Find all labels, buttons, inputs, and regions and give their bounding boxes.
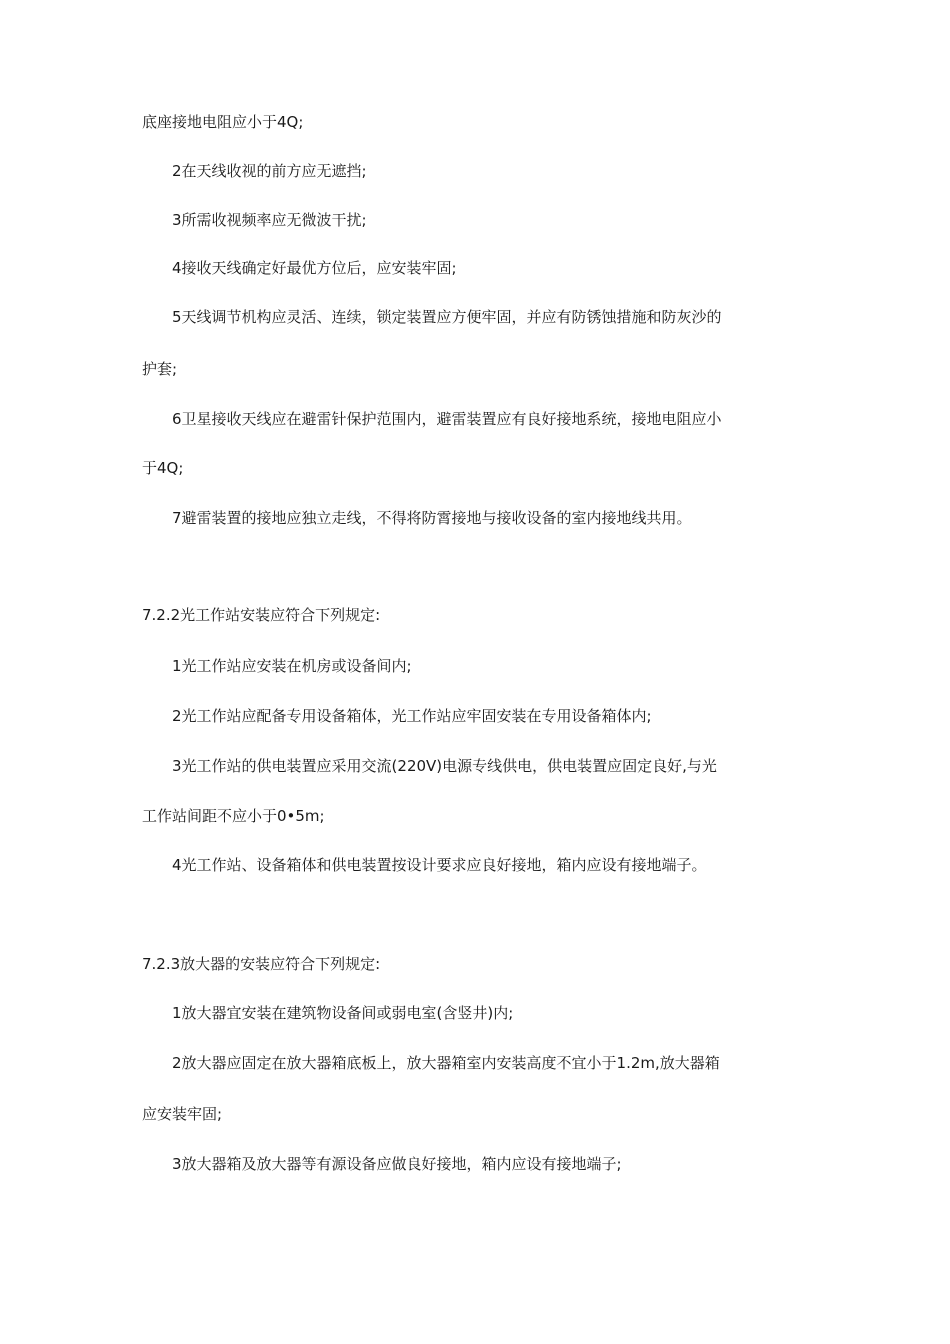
section-heading: 7.2.3放大器的安装应符合下列规定: <box>142 955 381 973</box>
list-item: 1光工作站应安装在机房或设备间内; <box>172 657 412 675</box>
list-item: 2在天线收视的前方应无遮挡; <box>172 162 367 180</box>
list-item: 2放大器应固定在放大器箱底板上，放大器箱室内安装高度不宜小于1.2m,放大器箱 <box>172 1054 720 1072</box>
list-item: 3所需收视频率应无微波干扰; <box>172 211 367 229</box>
list-item: 4光工作站、设备箱体和供电装置按设计要求应良好接地，箱内应设有接地端子。 <box>172 856 707 874</box>
text-line: 底座接地电阻应小于4Q; <box>142 113 304 131</box>
list-item: 3放大器箱及放大器等有源设备应做良好接地，箱内应设有接地端子; <box>172 1155 622 1173</box>
text-line: 于4Q; <box>142 459 184 477</box>
list-item: 6卫星接收天线应在避雷针保护范围内，避雷装置应有良好接地系统，接地电阻应小 <box>172 410 722 428</box>
list-item: 4接收天线确定好最优方位后，应安装牢固; <box>172 259 457 277</box>
list-item: 5天线调节机构应灵活、连续，锁定装置应方便牢固，并应有防锈蚀措施和防灰沙的 <box>172 308 722 326</box>
text-line: 护套; <box>142 360 178 378</box>
list-item: 3光工作站的供电装置应采用交流(220V)电源专线供电，供电装置应固定良好,与光 <box>172 757 717 775</box>
list-item: 2光工作站应配备专用设备箱体，光工作站应牢固安装在专用设备箱体内; <box>172 707 652 725</box>
list-item: 1放大器宜安装在建筑物设备间或弱电室(含竖井)内; <box>172 1004 514 1022</box>
section-heading: 7.2.2光工作站安装应符合下列规定: <box>142 606 381 624</box>
text-line: 工作站间距不应小于0•5m; <box>142 807 325 825</box>
list-item: 7避雷装置的接地应独立走线，不得将防霄接地与接收设备的室内接地线共用。 <box>172 509 692 527</box>
text-line: 应安装牢固; <box>142 1105 223 1123</box>
